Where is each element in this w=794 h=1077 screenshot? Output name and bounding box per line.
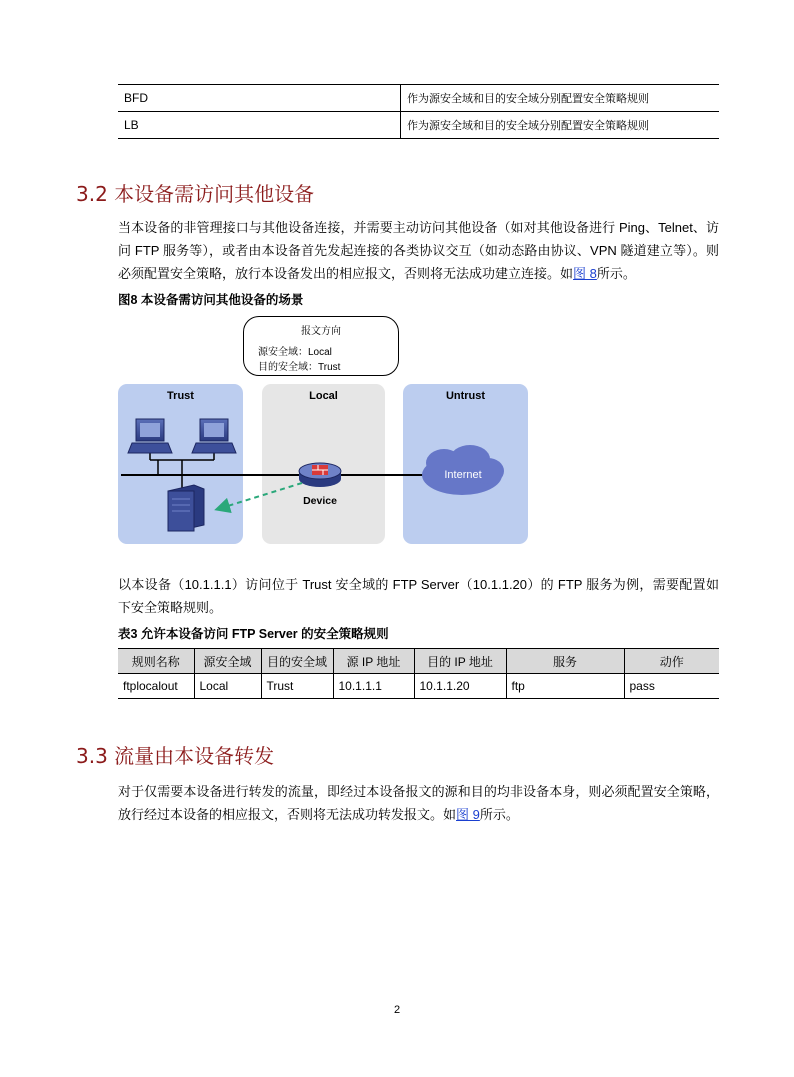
- table-row: [118, 112, 719, 139]
- packet-direction-arrow: [218, 483, 302, 509]
- table-cell: Trust: [261, 674, 333, 699]
- table-cell: Local: [194, 674, 261, 699]
- section-heading-3-3: 3.3 流量由本设备转发: [76, 744, 275, 768]
- callout-destination-zone: 目的安全域：Trust: [258, 362, 341, 373]
- table-header-row: [118, 649, 719, 674]
- trust-zone-label: Trust: [167, 390, 194, 402]
- network-diagram: [118, 313, 538, 549]
- column-header: 动作: [624, 649, 719, 674]
- column-header: 目的安全域: [261, 649, 333, 674]
- untrust-zone-label: Untrust: [445, 390, 486, 402]
- table-cell: pass: [624, 674, 719, 699]
- figure-9-link[interactable]: 图 9: [456, 807, 480, 822]
- callout-source-zone: 源安全域：Local: [258, 347, 332, 358]
- table-cell: 10.1.1.1: [333, 674, 414, 699]
- paragraph-text: 当本设备的非管理接口与其他设备连接，并需要主动访问其他设备（如对其他设备进行 Ping、Telnet、访问 FTP 服务等），或者由本设备首先发起连接的各类协议交互（如动态路由协议、VPN 隧道建立等）。则必须配置安全策略，放行本设备发出的相应报文，否则将无法成功建立连接。如: [118, 220, 719, 281]
- table-cell: 10.1.1.20: [414, 674, 506, 699]
- page-number: 2: [393, 1004, 401, 1016]
- device-label: Device: [303, 495, 337, 507]
- device-firewall-icon: [299, 463, 341, 487]
- ftp-server-icon: [168, 485, 204, 531]
- table-cell: 作为源安全域和目的安全域分别配置安全策略规则: [401, 85, 720, 112]
- section-heading-3-2: 3.2 本设备需访问其他设备: [76, 182, 315, 206]
- internet-label: Internet: [444, 469, 482, 481]
- table-caption: 表3 允许本设备访问 FTP Server 的安全策略规则: [118, 627, 389, 641]
- table-cell: BFD: [118, 85, 401, 112]
- diagram-graphics: [118, 313, 538, 549]
- security-policy-table: [118, 648, 719, 699]
- ftp-example-paragraph: 以本设备（10.1.1.1）访问位于 Trust 安全域的 FTP Server（10.1.1.20）的 FTP 服务为例，需要配置如下安全策略规则。: [118, 577, 719, 615]
- zone-config-table: [118, 84, 719, 139]
- column-header: 目的 IP 地址: [414, 649, 506, 674]
- figure-8-link[interactable]: 图 8: [573, 266, 597, 281]
- table-row: [118, 674, 719, 699]
- table-cell: ftplocalout: [118, 674, 194, 699]
- table-cell: 作为源安全域和目的安全域分别配置安全策略规则: [401, 112, 720, 139]
- pc-icon: [192, 419, 236, 453]
- section-3-3-paragraph: [118, 780, 719, 826]
- section-3-2-paragraph: [118, 216, 719, 285]
- column-header: 规则名称: [118, 649, 194, 674]
- table-cell: LB: [118, 112, 401, 139]
- table-row: [118, 85, 719, 112]
- paragraph-text: 所示。: [596, 266, 636, 281]
- column-header: 源安全域: [194, 649, 261, 674]
- paragraph-text: 对于仅需要本设备进行转发的流量，即经过本设备报文的源和目的均非设备本身，则必须配置安全策略，放行经过本设备的相应报文，否则将无法成功转发报文。如: [118, 784, 719, 822]
- column-header: 服务: [506, 649, 624, 674]
- table-cell: ftp: [506, 674, 624, 699]
- local-zone-label: Local: [309, 390, 338, 402]
- figure-caption: 图8 本设备需访问其他设备的场景: [118, 293, 304, 307]
- paragraph-text: 所示。: [479, 807, 519, 822]
- column-header: 源 IP 地址: [333, 649, 414, 674]
- pc-icon: [128, 419, 172, 453]
- callout-title: 报文方向: [301, 326, 341, 337]
